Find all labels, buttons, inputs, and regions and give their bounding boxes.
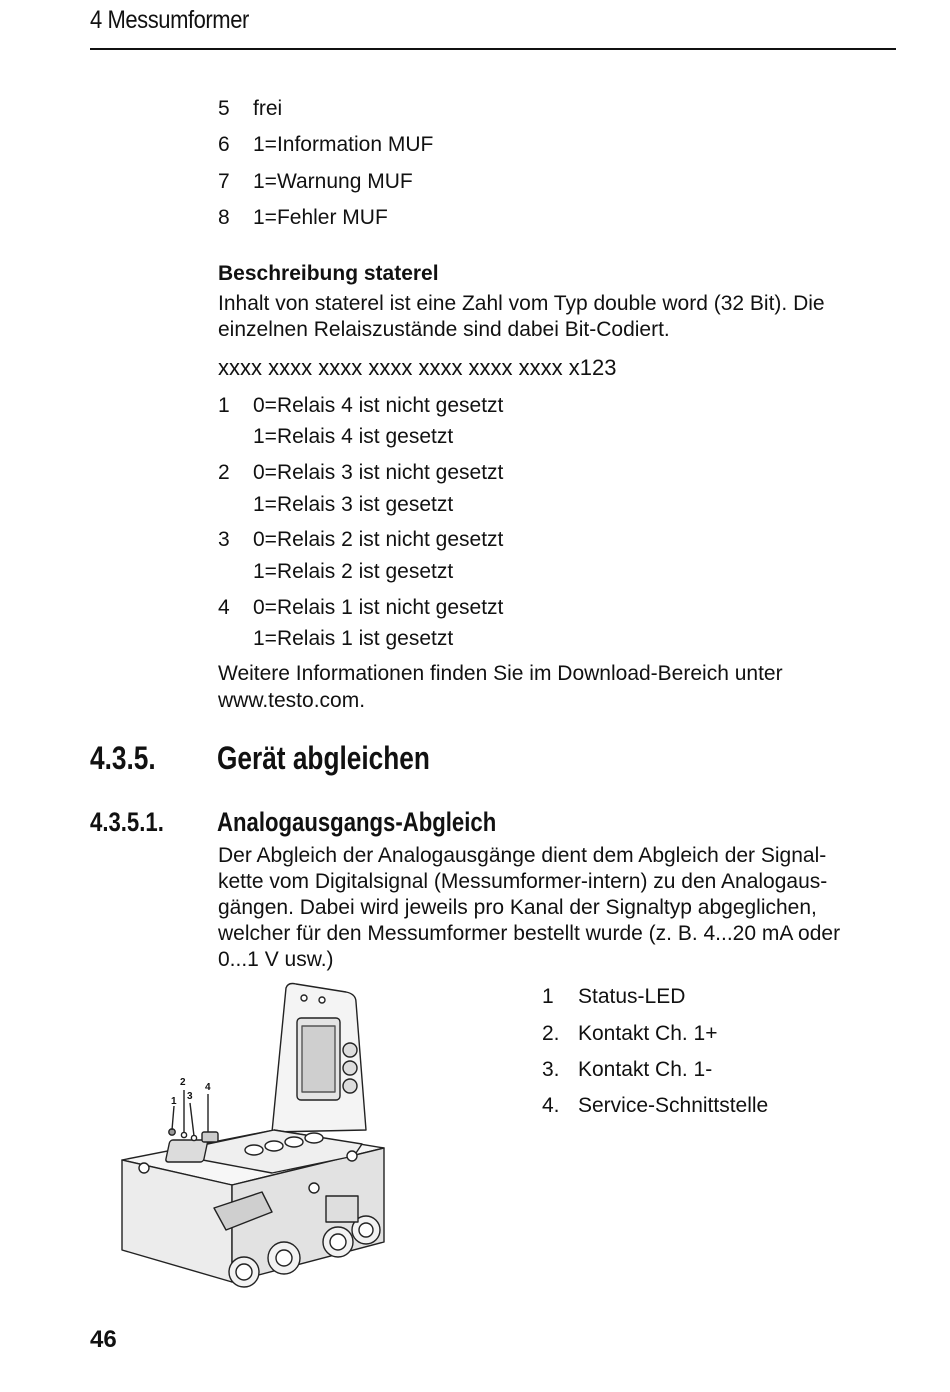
legend-number: 1 [542,985,554,1008]
figure-callout: 4 [205,1082,211,1093]
list-item-text: 1=Warnung MUF [253,170,413,193]
section-number: 4.3.5. [90,740,156,776]
relay-item-line: 1=Relais 2 ist gesetzt [253,560,454,583]
page-number: 46 [90,1326,117,1353]
staterel-heading: Beschreibung staterel [218,262,439,285]
header-rule [90,48,896,50]
relay-item-number: 3 [218,528,230,551]
device-illustration [94,980,514,1315]
relay-item-line: 0=Relais 1 ist nicht gesetzt [253,596,504,619]
list-item-text: frei [253,97,283,120]
relay-item-line: 0=Relais 2 ist nicht gesetzt [253,528,504,551]
relay-item-number: 2 [218,461,230,484]
legend-text: Kontakt Ch. 1+ [578,1022,718,1045]
more-info-line: Weitere Informationen finden Sie im Download-Bereich unter [218,662,783,685]
relay-item-number: 1 [218,394,230,417]
legend-text: Kontakt Ch. 1- [578,1058,713,1081]
figure-callout: 3 [187,1091,193,1102]
subsection-paragraph-line: kette vom Digitalsignal (Messumformer-intern) zu den Analogaus- [218,870,828,893]
figure-callout: 2 [180,1077,186,1088]
relay-item-line: 1=Relais 4 ist gesetzt [253,425,454,448]
staterel-paragraph-line: einzelnen Relaiszustände sind dabei Bit-Codiert. [218,318,670,341]
list-item-number: 6 [218,133,230,156]
subsection-title: Analogausgangs-Abgleich [217,807,497,837]
relay-item-line: 0=Relais 4 ist nicht gesetzt [253,394,504,417]
relay-item-line: 1=Relais 3 ist gesetzt [253,493,454,516]
subsection-paragraph-line: gängen. Dabei wird jeweils pro Kanal der Signaltyp abgeglichen, [218,896,817,919]
relay-item-line: 0=Relais 3 ist nicht gesetzt [253,461,504,484]
list-item-number: 5 [218,97,230,120]
list-item-text: 1=Fehler MUF [253,206,388,229]
list-item-text: 1=Information MUF [253,133,434,156]
list-item-number: 7 [218,170,230,193]
list-item-number: 8 [218,206,230,229]
subsection-paragraph-line: 0...1 V usw.) [218,948,334,971]
relay-item-number: 4 [218,596,230,619]
legend-number: 4. [542,1094,560,1117]
section-title: Gerät abgleichen [217,740,430,776]
running-head: 4 Messumformer [90,6,249,34]
subsection-paragraph-line: Der Abgleich der Analogausgänge dient dem Abgleich der Signal- [218,844,827,867]
staterel-paragraph-line: Inhalt von staterel ist eine Zahl vom Typ double word (32 Bit). Die [218,292,825,315]
legend-number: 2. [542,1022,560,1045]
subsection-number: 4.3.5.1. [90,807,164,837]
relay-item-line: 1=Relais 1 ist gesetzt [253,627,454,650]
figure-callout: 1 [171,1096,177,1107]
legend-text: Service-Schnittstelle [578,1094,769,1117]
subsection-paragraph-line: welcher für den Messumformer bestellt wurde (z. B. 4...20 mA oder [218,922,841,945]
legend-text: Status-LED [578,985,686,1008]
more-info-url: www.testo.com. [218,689,366,712]
bitmask-line: xxxx xxxx xxxx xxxx xxxx xxxx xxxx x123 [218,355,617,380]
legend-number: 3. [542,1058,560,1081]
